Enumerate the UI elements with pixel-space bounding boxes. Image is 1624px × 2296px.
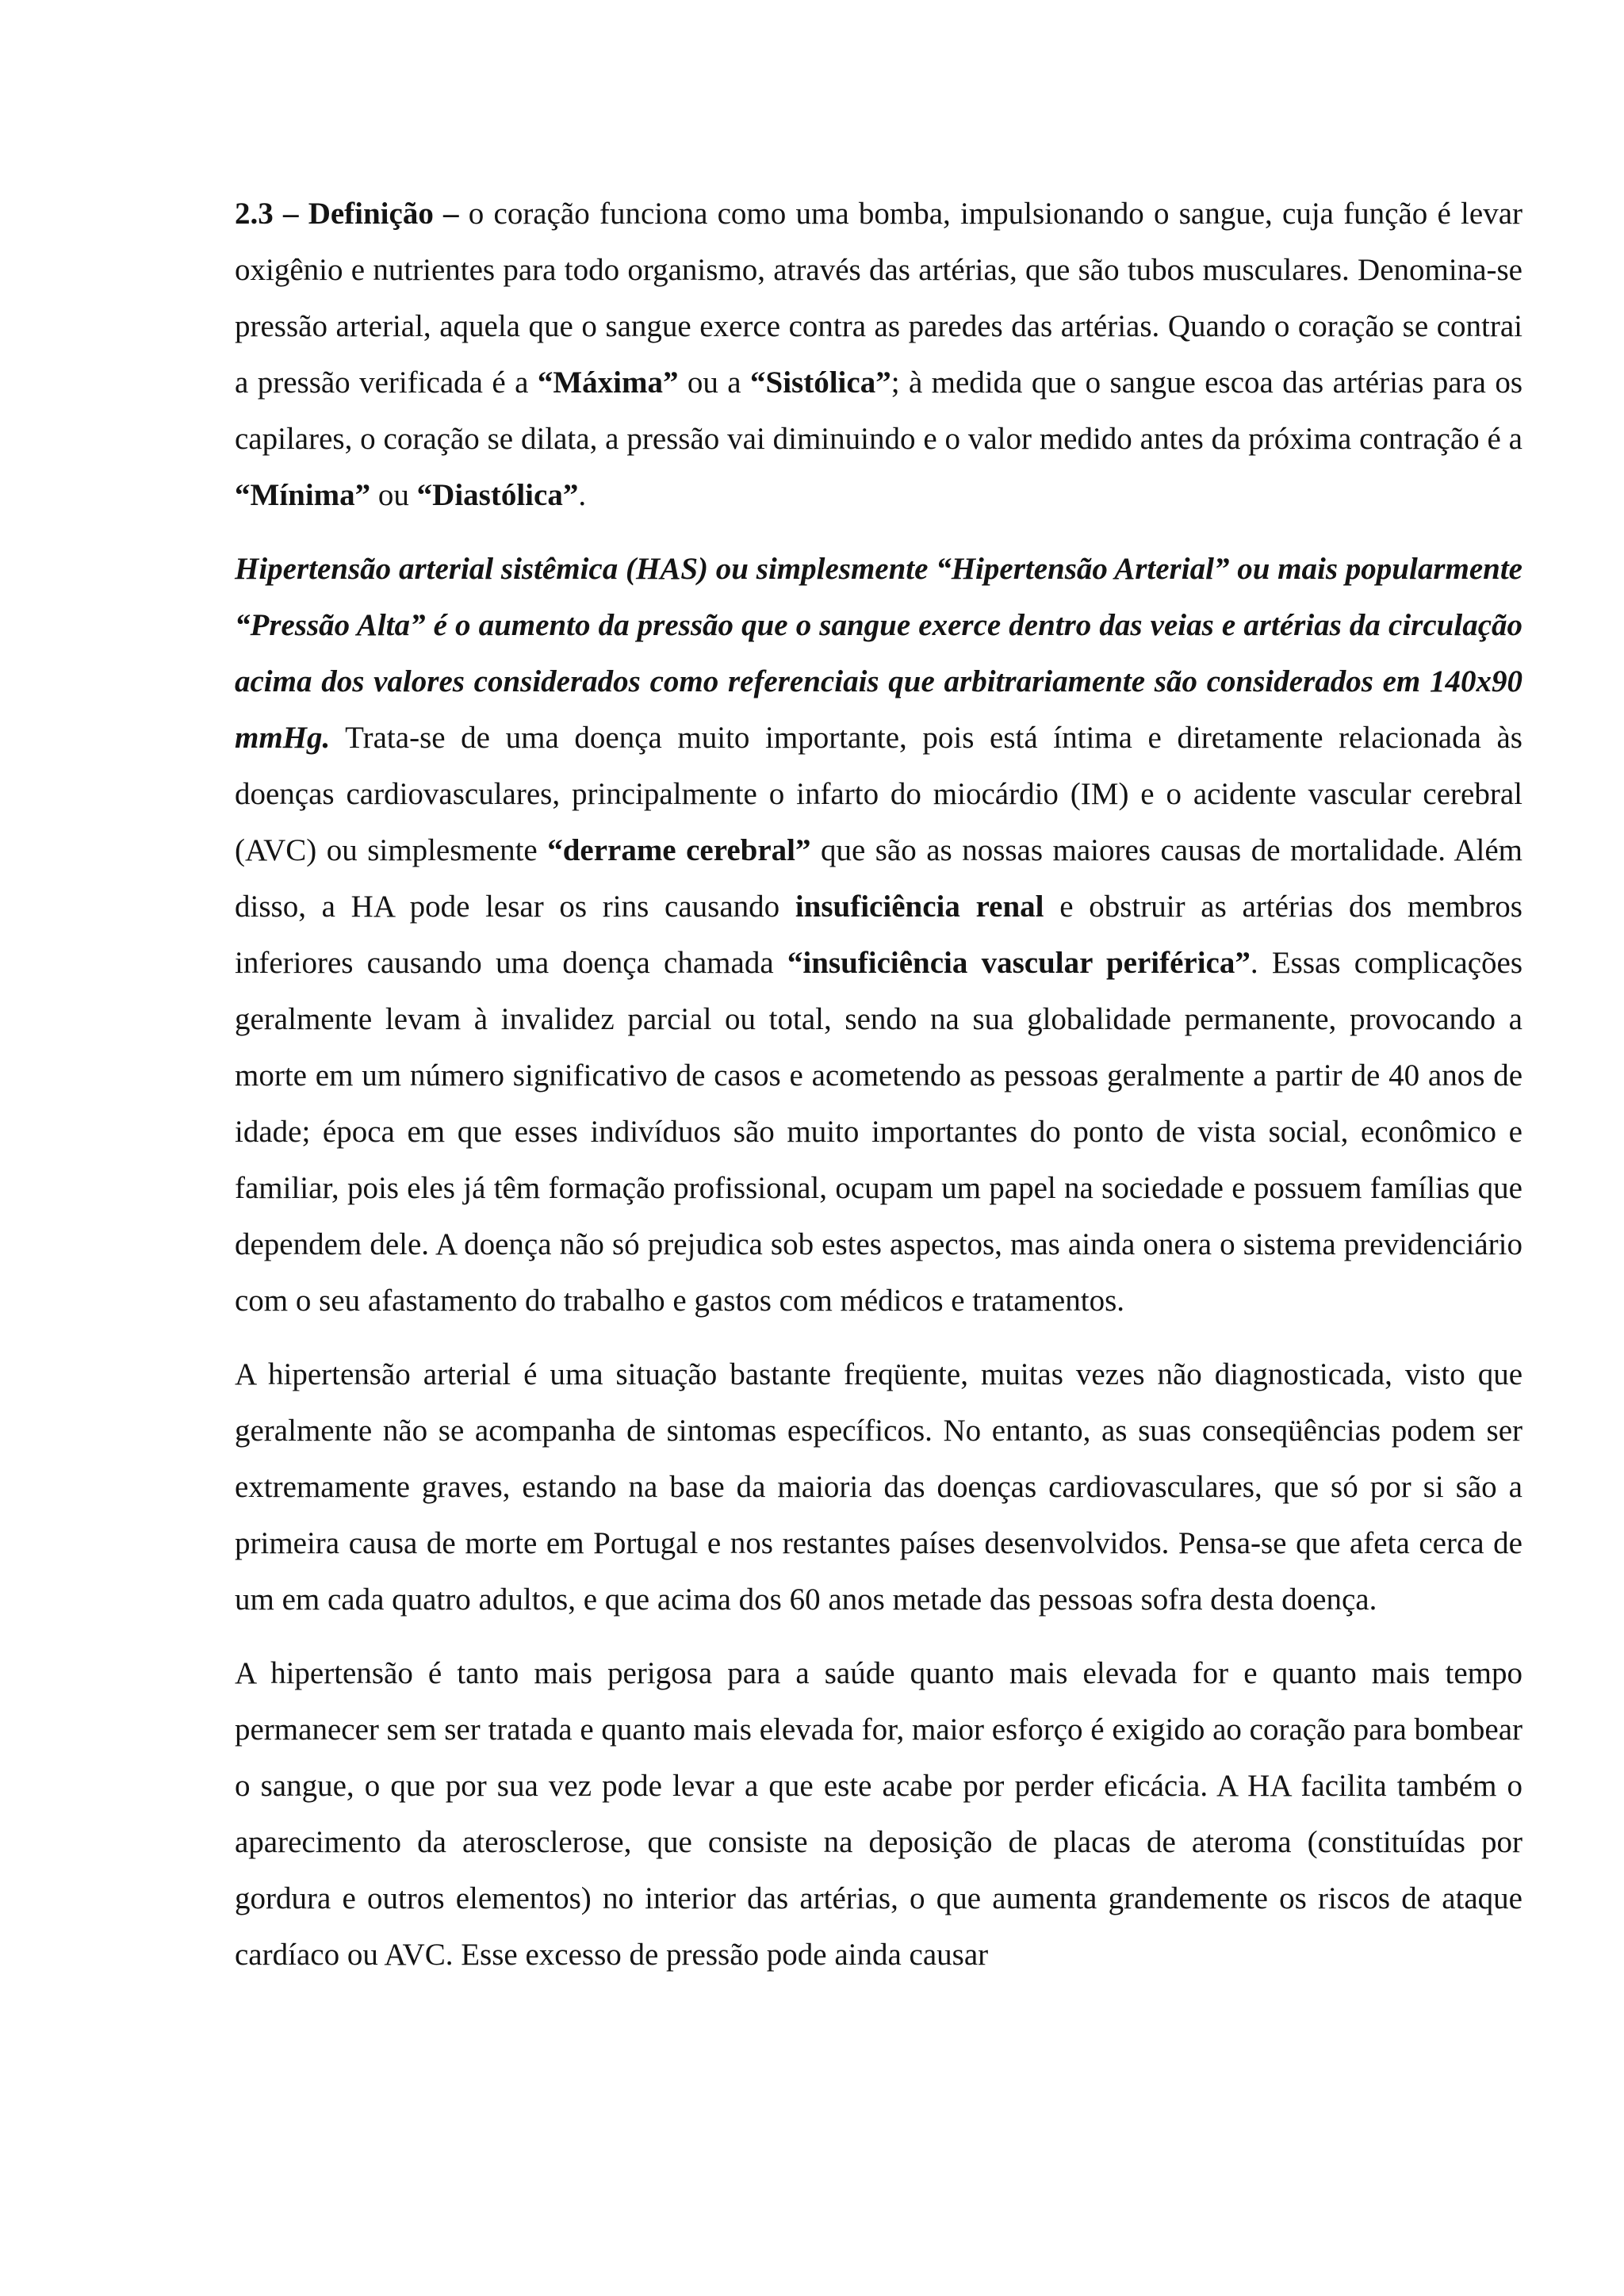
document-body xyxy=(235,186,1522,2000)
paragraph-definition xyxy=(235,186,1522,523)
term-maxima: “Máxima” xyxy=(537,365,679,400)
paragraph-frequency xyxy=(235,1346,1522,1628)
section-heading: 2.3 – Definição – xyxy=(235,197,459,231)
emphasis-definition: Hipertensão arterial sistêmica (HAS) ou simplesmente “Hipertensão Arterial” ou mais popularmente “Pressão Alta” é o aumento da pressão que o sangue exerce dentro das veias e artérias da circulação acima dos valores considerados como referenciais que arbitrariamente são considerados em 140x90 mmHg. xyxy=(235,552,1522,755)
text-span: A hipertensão é tanto mais perigosa para a saúde quanto mais elevada for e quanto mais tempo permanecer sem ser tratada e quanto mais elevada for, maior esforço é exigido ao coração para bombear o sangue, o que por sua vez pode levar a que este acabe por perder eficácia. A HA facilita também o aparecimento da aterosclerose, que consiste na deposição de placas de ateroma (constituídas por gordura e outros elementos) no interior das artérias, o que aumenta grandemente os riscos de ataque cardíaco ou AVC. Esse excesso de pressão pode ainda causar xyxy=(235,1656,1522,1972)
text-span: que são as nossas maiores causas de mortalidade. Além disso, a HA pode lesar os rins causando xyxy=(235,833,1522,924)
text-span: . Essas complicações geralmente levam à invalidez parcial ou total, sendo na sua globalidade permanente, provocando a morte em um número significativo de casos e acometendo as pessoas geralmente a partir de 40 anos de idade; época em que esses indivíduos são muito importantes do ponto de vista social, econômico e familiar, pois eles já têm formação profissional, ocupam um papel na sociedade e possuem famílias que dependem dele. A doença não só prejudica sob estes aspectos, mas ainda onera o sistema previdenciário com o seu afastamento do trabalho e gastos com médicos e tratamentos. xyxy=(235,946,1522,1318)
term-insuficiencia-renal: insuficiência renal xyxy=(795,890,1044,924)
text-span: Trata-se de uma doença muito importante, pois está íntima e diretamente relacionada às doenças cardiovasculares, principalmente o infarto do miocárdio (IM) e o acidente vascular cerebral (AVC) ou simplesmente xyxy=(235,721,1522,867)
text-span: ; à medida que o sangue escoa das artérias para os capilares, o coração se dilata, a pressão vai diminuindo e o valor medido antes da próxima contração é a xyxy=(235,365,1522,456)
term-insuficiencia-vascular: “insuficiência vascular periférica” xyxy=(787,946,1251,980)
text-span: ou xyxy=(370,478,417,512)
text-span: ou a xyxy=(678,365,751,400)
text-span: . xyxy=(578,478,587,512)
text-span: A hipertensão arterial é uma situação bastante freqüente, muitas vezes não diagnosticada, visto que geralmente não se acompanha de sintomas específicos. No entanto, as suas conseqüências podem ser extremamente graves, estando na base da maioria das doenças cardiovasculares, que só por si são a primeira causa de morte em Portugal e nos restantes países desenvolvidos. Pensa-se que afeta cerca de um em cada quatro adultos, e que acima dos 60 anos metade das pessoas sofra desta doença. xyxy=(235,1357,1522,1617)
term-minima: “Mínima” xyxy=(235,478,371,512)
term-derrame-cerebral: “derrame cerebral” xyxy=(547,833,811,867)
term-sistolica: “Sistólica” xyxy=(750,365,891,400)
text-span: o coração funciona como uma bomba, impulsionando o sangue, cuja função é levar oxigênio e nutrientes para todo organismo, através das artérias, que são tubos musculares. Denomina-se pressão arterial, aquela que o sangue exerce contra as paredes das artérias. Quando o coração se contrai a pressão verificada é a xyxy=(235,197,1522,400)
text-span: e obstruir as artérias dos membros inferiores causando uma doença chamada xyxy=(235,890,1522,980)
paragraph-danger xyxy=(235,1645,1522,1983)
paragraph-hypertension-definition xyxy=(235,541,1522,1329)
term-diastolica: “Diastólica” xyxy=(416,478,579,512)
